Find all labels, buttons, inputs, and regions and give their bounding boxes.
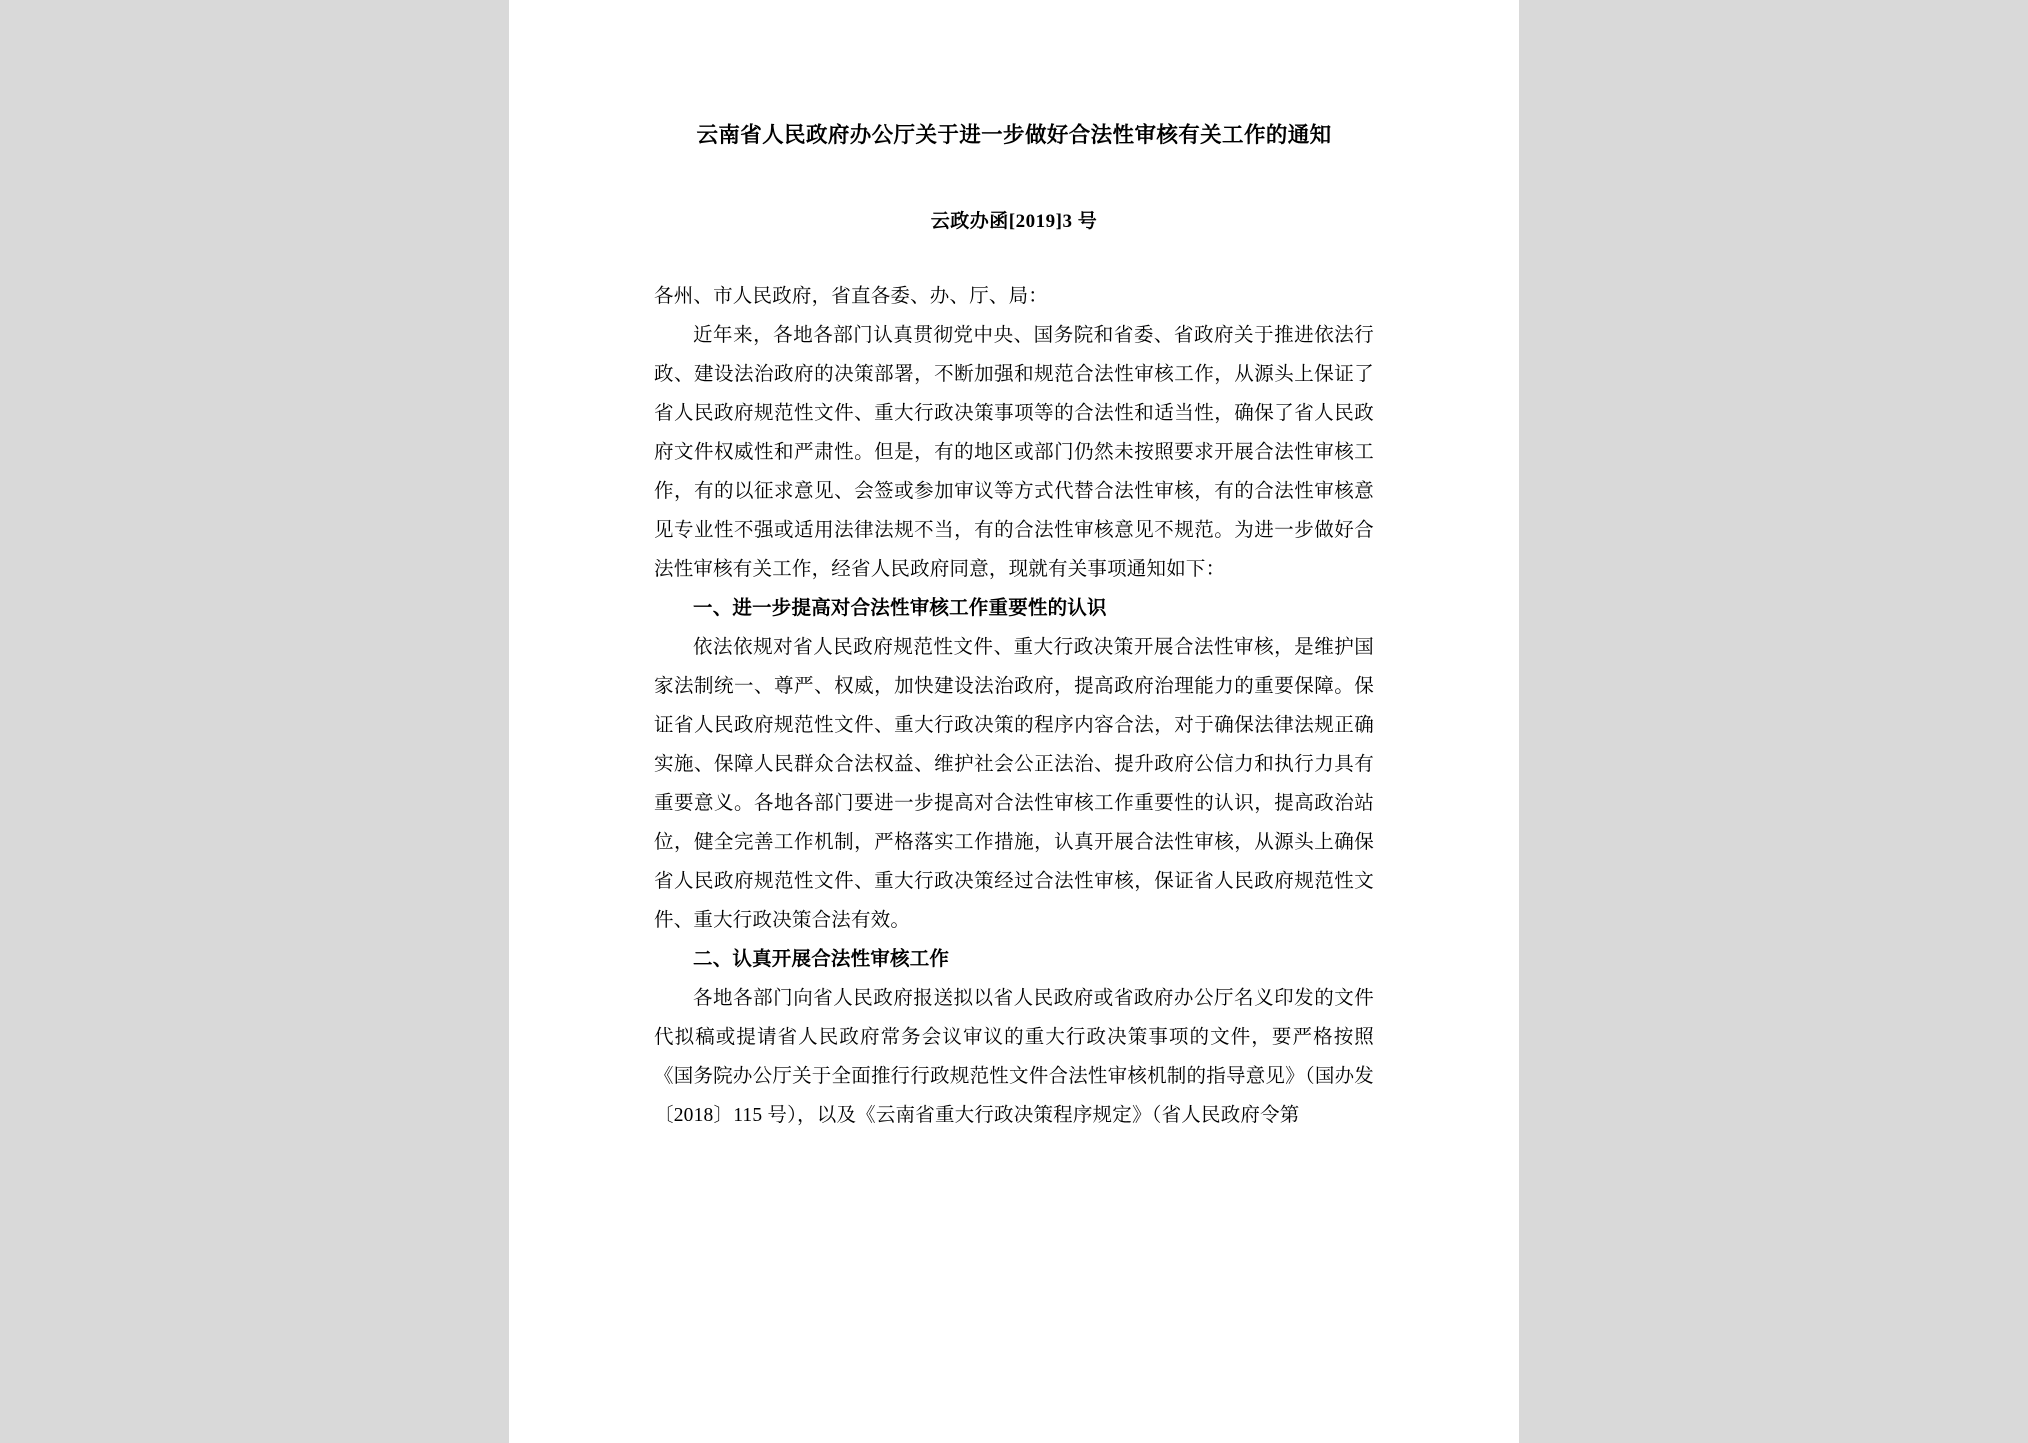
document-number: 云政办函[2019]3 号	[930, 211, 1098, 233]
paragraph-section-one-body: 依法依规对省人民政府规范性文件、重大行政决策开展合法性审核，是维护国家法制统一、尊严、权威，加快建设法治政府，提高政府治理能力的重要保障。保证省人民政府规范性文件、重大行政决策的程序内容合法，对于确保法律法规正确实施、保障人民群众合法权益、维护社会公正法治、提升政府公信力和执行力具有重要意义。各地各部门要进一步提高对合法性审核工作重要性的认识，提高政治站位，健全完善工作机制，严格落实工作措施，认真开展合法性审核，从源头上确保省人民政府规范性文件、重大行政决策经过合法性审核，保证省人民政府规范性文件、重大行政决策合法有效。	[654, 637, 1374, 932]
document-body	[654, 277, 1374, 1135]
document-page	[509, 0, 1519, 1443]
page-text-column	[654, 0, 1374, 1135]
paragraph-salutation: 各州、市人民政府，省直各委、办、厅、局：	[654, 286, 1049, 308]
page-content-clip	[509, 0, 1519, 1443]
paragraph-intro: 近年来，各地各部门认真贯彻党中央、国务院和省委、省政府关于推进依法行政、建设法治政府的决策部署，不断加强和规范合法性审核工作，从源头上保证了省人民政府规范性文件、重大行政决策事项等的合法性和适当性，确保了省人民政府文件权威性和严肃性。但是，有的地区或部门仍然未按照要求开展合法性审核工作，有的以征求意见、会签或参加审议等方式代替合法性审核，有的合法性审核意见专业性不强或适用法律法规不当，有的合法性审核意见不规范。为进一步做好合法性审核有关工作，经省人民政府同意，现就有关事项通知如下：	[654, 325, 1374, 581]
section-heading-one: 一、进一步提高对合法性审核工作重要性的认识	[693, 597, 1107, 620]
document-title: 云南省人民政府办公厅关于进一步做好合法性审核有关工作的通知	[696, 123, 1332, 147]
paragraph-section-two-body: 各地各部门向省人民政府报送拟以省人民政府或省政府办公厅名义印发的文件代拟稿或提请省人民政府常务会议审议的重大行政决策事项的文件，要严格按照《国务院办公厅关于全面推行行政规范性文件合法性审核机制的指导意见》（国办发〔2018〕115 号），以及《云南省重大行政决策程序规定》（省人民政府令第	[654, 988, 1374, 1127]
section-heading-two: 二、认真开展合法性审核工作	[693, 948, 950, 971]
